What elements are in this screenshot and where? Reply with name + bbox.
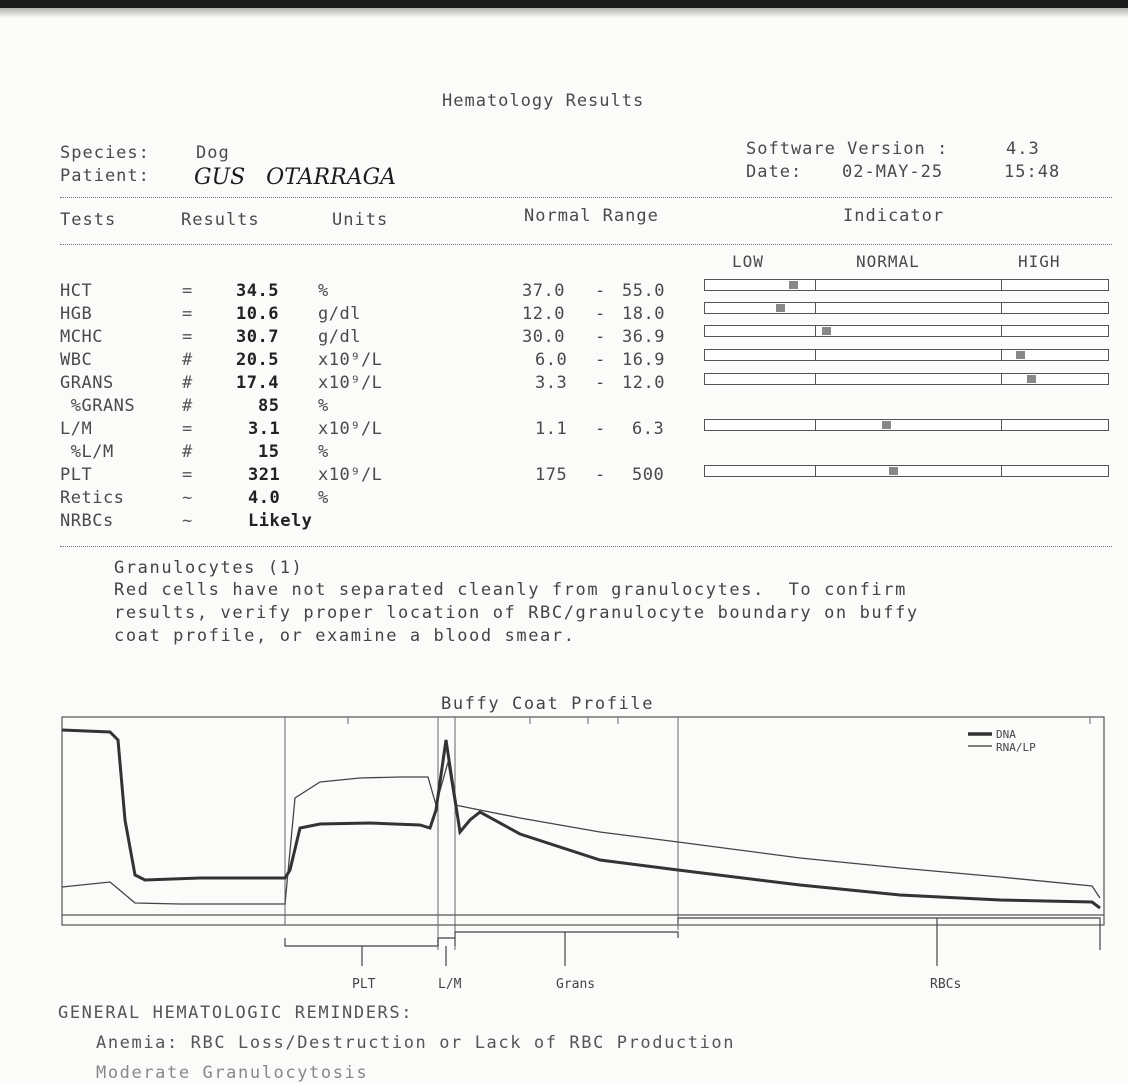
- indicator-mark: [776, 304, 785, 312]
- result-unit: x10⁹/L: [318, 373, 383, 393]
- result-unit: %: [318, 442, 329, 462]
- result-value: Likely: [248, 511, 313, 531]
- zone-label-rbcs: RBCs: [930, 977, 962, 992]
- date-label: Date:: [746, 162, 803, 182]
- result-unit: %: [318, 396, 329, 416]
- test-name: NRBCs: [60, 511, 114, 531]
- legend-rna-lp: RNA/LP: [996, 741, 1036, 754]
- indicator-bar-tick: [1001, 325, 1002, 337]
- result-flag: =: [182, 419, 193, 439]
- indicator-bar: [704, 325, 1109, 337]
- test-name: HCT: [60, 281, 93, 301]
- indicator-bar: [704, 373, 1109, 385]
- test-name: GRANS: [60, 373, 114, 393]
- range-high: 55.0: [622, 281, 665, 301]
- result-flag: ~: [182, 488, 193, 508]
- col-units: Units: [332, 210, 389, 230]
- col-normal-range: Normal Range: [524, 206, 659, 226]
- indicator-mark: [1016, 351, 1025, 359]
- test-name: HGB: [60, 304, 93, 324]
- indicator-bar-tick: [815, 465, 816, 477]
- result-value: 30.7: [236, 327, 279, 347]
- indicator-bar-tick: [1001, 465, 1002, 477]
- test-name: L/M: [60, 419, 93, 439]
- result-flag: #: [182, 350, 193, 370]
- patient-label: Patient:: [60, 166, 150, 186]
- report-title: Hematology Results: [442, 91, 645, 111]
- result-value: 10.6: [236, 304, 279, 324]
- result-flag: #: [182, 396, 193, 416]
- divider: [60, 546, 1112, 547]
- range-high: 500: [632, 465, 665, 485]
- indicator-bar-tick: [815, 279, 816, 291]
- result-value: 15: [258, 442, 280, 462]
- col-tests: Tests: [60, 210, 117, 230]
- test-name: MCHC: [60, 327, 103, 347]
- result-flag: =: [182, 304, 193, 324]
- indicator-bar-tick: [1001, 302, 1002, 314]
- indicator-bar-tick: [815, 373, 816, 385]
- species-value: Dog: [196, 143, 230, 163]
- indicator-high-label: HIGH: [1018, 252, 1061, 271]
- result-unit: %: [318, 488, 329, 508]
- range-low: 3.3: [535, 373, 568, 393]
- result-value: 3.1: [248, 419, 281, 439]
- indicator-mark: [789, 281, 798, 289]
- range-high: 36.9: [622, 327, 665, 347]
- result-unit: %: [318, 281, 329, 301]
- range-high: 6.3: [632, 419, 665, 439]
- range-low: 6.0: [535, 350, 568, 370]
- result-value: 17.4: [236, 373, 279, 393]
- range-low: 12.0: [522, 304, 565, 324]
- result-value: 34.5: [236, 281, 279, 301]
- result-unit: g/dl: [318, 327, 361, 347]
- test-name: Retics: [60, 488, 125, 508]
- result-unit: x10⁹/L: [318, 350, 383, 370]
- range-dash: -: [595, 465, 606, 485]
- reminder-line: Moderate Granulocytosis: [96, 1063, 369, 1083]
- result-flag: =: [182, 327, 193, 347]
- test-name: %GRANS: [60, 396, 136, 416]
- page-edge-fade: [0, 8, 1128, 18]
- dna-curve: [62, 730, 1100, 908]
- result-unit: x10⁹/L: [318, 419, 383, 439]
- time-value: 15:48: [1004, 162, 1061, 182]
- range-high: 16.9: [622, 350, 665, 370]
- page-edge-shadow: [0, 0, 1128, 8]
- test-name: WBC: [60, 350, 93, 370]
- indicator-bar-tick: [1001, 419, 1002, 431]
- rna-lp-curve: [62, 762, 1100, 904]
- result-value: 20.5: [236, 350, 279, 370]
- result-value: 4.0: [248, 488, 281, 508]
- reminder-line: Anemia: RBC Loss/Destruction or Lack of RBC Production: [96, 1033, 736, 1053]
- result-unit: g/dl: [318, 304, 361, 324]
- result-value: 321: [248, 465, 281, 485]
- reminders-heading: GENERAL HEMATOLOGIC REMINDERS:: [58, 1003, 414, 1023]
- note-line: Red cells have not separated cleanly from granulocytes. To confirm: [114, 580, 907, 600]
- chart-frame: [62, 717, 1104, 925]
- range-low: 30.0: [522, 327, 565, 347]
- range-dash: -: [595, 281, 606, 301]
- range-low: 1.1: [535, 419, 568, 439]
- indicator-bar-tick: [1001, 373, 1002, 385]
- result-flag: =: [182, 465, 193, 485]
- indicator-mark: [822, 327, 831, 335]
- indicator-bar: [704, 302, 1109, 314]
- indicator-bar-tick: [1001, 349, 1002, 361]
- result-flag: ~: [182, 511, 193, 531]
- test-name: PLT: [60, 465, 93, 485]
- col-indicator: Indicator: [843, 206, 945, 226]
- result-unit: x10⁹/L: [318, 465, 383, 485]
- indicator-bar-tick: [815, 302, 816, 314]
- indicator-bar-tick: [815, 419, 816, 431]
- range-dash: -: [595, 327, 606, 347]
- indicator-mark: [889, 467, 898, 475]
- software-label: Software Version :: [746, 139, 949, 159]
- range-low: 37.0: [522, 281, 565, 301]
- range-high: 12.0: [622, 373, 665, 393]
- range-dash: -: [595, 304, 606, 324]
- test-name: %L/M: [60, 442, 114, 462]
- indicator-bar: [704, 419, 1109, 431]
- result-flag: #: [182, 373, 193, 393]
- divider: [60, 244, 1112, 245]
- buffy-coat-title: Buffy Coat Profile: [441, 694, 655, 714]
- note-line: results, verify proper location of RBC/granulocyte boundary on buffy: [114, 603, 919, 623]
- indicator-bar: [704, 279, 1109, 291]
- indicator-bar: [704, 349, 1109, 361]
- legend-dna: DNA: [996, 728, 1016, 741]
- note-heading: Granulocytes (1): [114, 558, 304, 578]
- divider: [60, 197, 1112, 198]
- date-value: 02-MAY-25: [842, 162, 944, 182]
- zone-label-grans: Grans: [556, 977, 596, 992]
- indicator-mark: [1027, 375, 1036, 383]
- range-dash: -: [595, 350, 606, 370]
- range-dash: -: [595, 373, 606, 393]
- buffy-coat-chart: [0, 710, 1128, 1010]
- indicator-normal-label: NORMAL: [856, 252, 920, 271]
- result-flag: =: [182, 281, 193, 301]
- indicator-bar: [704, 465, 1109, 477]
- indicator-bar-tick: [1001, 279, 1002, 291]
- range-high: 18.0: [622, 304, 665, 324]
- zone-label-lm: L/M: [438, 977, 462, 992]
- indicator-mark: [882, 421, 891, 429]
- col-results: Results: [181, 210, 260, 230]
- note-line: coat profile, or examine a blood smear.: [114, 626, 576, 646]
- range-dash: -: [595, 419, 606, 439]
- patient-name: GUS OTARRAGA: [194, 165, 397, 190]
- result-flag: #: [182, 442, 193, 462]
- indicator-bar-tick: [815, 325, 816, 337]
- software-version: 4.3: [1006, 139, 1040, 159]
- result-value: 85: [258, 396, 280, 416]
- indicator-low-label: LOW: [732, 252, 764, 271]
- indicator-bar-tick: [815, 349, 816, 361]
- zone-label-plt: PLT: [352, 977, 376, 992]
- species-label: Species:: [60, 143, 150, 163]
- range-low: 175: [535, 465, 568, 485]
